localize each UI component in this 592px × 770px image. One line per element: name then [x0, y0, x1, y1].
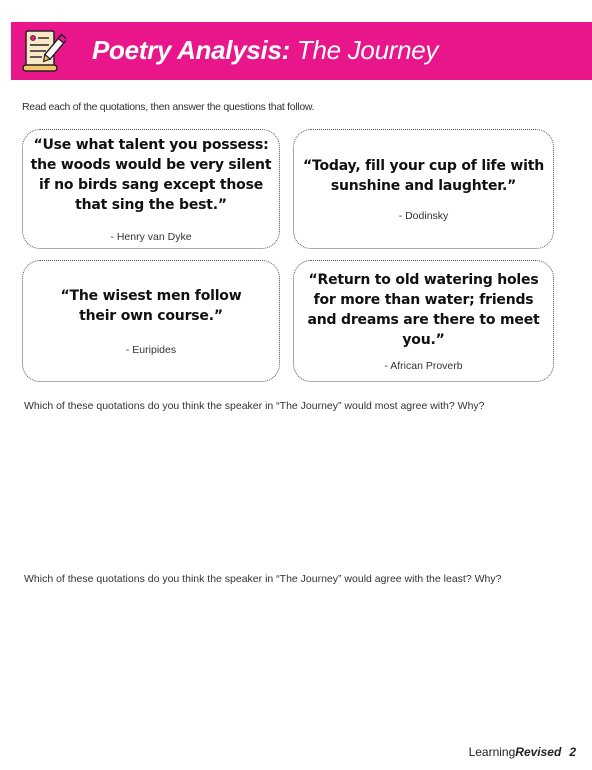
quote-author: - African Proverb	[384, 360, 463, 372]
worksheet-pencil-icon	[17, 22, 69, 80]
quote-text: “Return to old watering holes for more than water; friends and dreams are there to meet you.”	[307, 272, 540, 348]
title-rest: The Journey	[289, 35, 439, 65]
page-number: 2	[569, 745, 576, 759]
quote-text: “The wisest men follow their own course.”	[60, 288, 242, 324]
quote-author: - Euripides	[125, 344, 177, 356]
quote-card-4	[293, 260, 554, 382]
brand-part2: Revised	[515, 745, 562, 759]
brand-part1: Learning	[468, 745, 516, 759]
page-title	[92, 35, 438, 66]
quote-card-3	[22, 260, 280, 382]
title-bold: Poetry Analysis:	[92, 35, 290, 65]
quote-text: “Use what talent you possess: the woods would be very silent if no birds sang except those that sing the best.”	[30, 137, 272, 213]
question-1: Which of these quotations do you think the speaker in “The Journey” would most agree with? Why?	[24, 400, 485, 412]
quote-text: “Today, fill your cup of life with sunshine and laughter.”	[302, 158, 545, 194]
quote-card-1	[22, 129, 280, 249]
quote-author: - Dodinsky	[398, 210, 449, 222]
quote-card-2	[293, 129, 554, 249]
footer-brand	[469, 745, 576, 759]
instructions-text: Read each of the quotations, then answer the questions that follow.	[22, 101, 315, 113]
quote-author: - Henry van Dyke	[110, 231, 192, 243]
question-2: Which of these quotations do you think the speaker in “The Journey” would agree with the least? Why?	[24, 573, 502, 585]
